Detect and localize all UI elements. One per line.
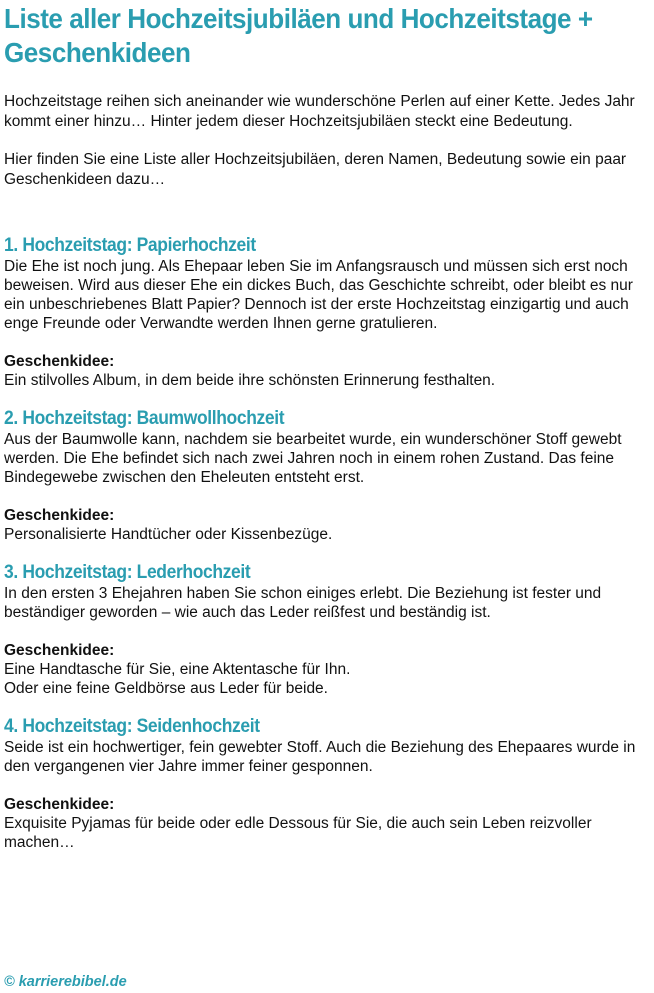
section-title: 2. Hochzeitstag: Baumwollhochzeit (4, 408, 285, 429)
intro-paragraph: Hochzeitstage reihen sich aneinander wie wunderschöne Perlen auf einer Kette. Jedes Jahr kommt einer hinzu… Hinter jedem dieser Hochzeitsjubiläen steckt eine Bedeutung. (4, 93, 635, 130)
anniversary-section (4, 235, 650, 390)
gift-label: Geschenkidee: (4, 507, 115, 524)
anniversary-section (4, 408, 650, 544)
anniversary-list (4, 235, 650, 852)
page-title: Liste aller Hochzeitsjubiläen und Hochzeitstage + Geschenkideen (4, 3, 593, 68)
gift-label: Geschenkidee: (4, 796, 115, 813)
section-body: Seide ist ein hochwertiger, fein gewebter Stoff. Auch die Beziehung des Ehepaares wurde in den vergangenen vier Jahre immer feiner gesponnen. (4, 739, 636, 775)
section-body: Die Ehe ist noch jung. Als Ehepaar leben Sie im Anfangsrausch und müssen sich erst noch beweisen. Wird aus dieser Ehe ein dickes Buch, das Geschichte schreibt, oder bleibt es nur ein unbeschriebenes Blatt Papier? Dennoch ist der erste Hochzeitstag einzigartig und auch enge Freunde oder Verwandte werden Ihnen gerne gratulieren. (4, 258, 633, 332)
section-title: 4. Hochzeitstag: Seidenhochzeit (4, 716, 260, 737)
gift-text: Oder eine feine Geldbörse aus Leder für beide. (4, 680, 328, 697)
copyright-footer: © karrierebibel.de (4, 974, 127, 990)
section-body: Aus der Baumwolle kann, nachdem sie bearbeitet wurde, ein wunderschöner Stoff gewebt werden. Die Ehe befindet sich nach zwei Jahren noch in einem rohen Zustand. Das feine Bindegewebe zwischen den Eheleuten entsteht erst. (4, 431, 622, 486)
gift-text: Exquisite Pyjamas für beide oder edle Dessous für Sie, die auch sein Leben reizvoller machen… (4, 815, 592, 851)
intro-paragraph: Hier finden Sie eine Liste aller Hochzeitsjubiläen, deren Namen, Bedeutung sowie ein paar Geschenkideen dazu… (4, 151, 627, 188)
gift-text: Eine Handtasche für Sie, eine Aktentasche für Ihn. (4, 661, 351, 678)
section-body: In den ersten 3 Ehejahren haben Sie schon einiges erlebt. Die Beziehung ist fester und beständiger geworden – wie auch das Leder reißfest und beständig ist. (4, 585, 602, 621)
anniversary-section (4, 716, 650, 852)
gift-text: Ein stilvolles Album, in dem beide ihre schönsten Erinnerung festhalten. (4, 372, 496, 389)
section-title: 3. Hochzeitstag: Lederhochzeit (4, 562, 251, 583)
section-title: 1. Hochzeitstag: Papierhochzeit (4, 235, 256, 256)
document-page (4, 0, 650, 870)
anniversary-section (4, 562, 650, 698)
gift-label: Geschenkidee: (4, 353, 115, 370)
gift-label: Geschenkidee: (4, 642, 115, 659)
gift-text: Personalisierte Handtücher oder Kissenbezüge. (4, 526, 333, 543)
intro (4, 92, 650, 190)
